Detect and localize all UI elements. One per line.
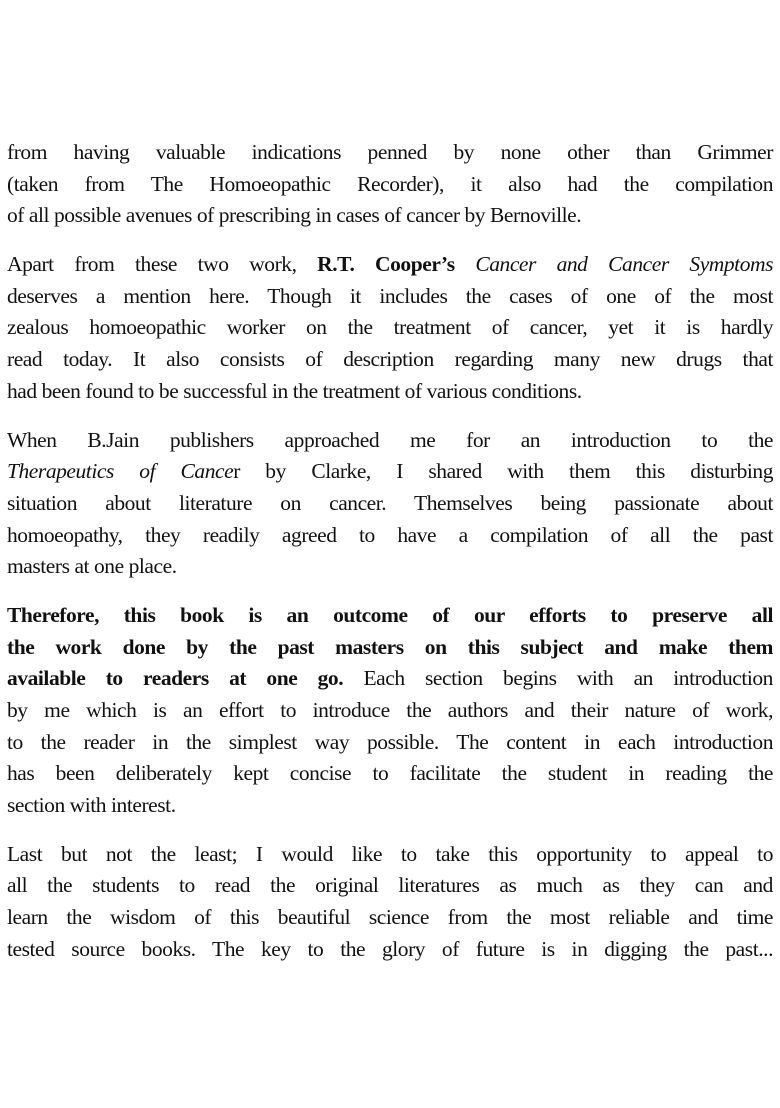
- paragraph-bjain: [7, 425, 773, 583]
- text-line: [7, 632, 773, 664]
- text-span: Apart from these two work,: [7, 252, 318, 277]
- text-line: [7, 663, 773, 695]
- text-line: [7, 456, 773, 488]
- text-line: When B.Jain publishers approached me for an introduction to the: [7, 427, 773, 452]
- text-line: of all possible avenues of prescribing in cases of cancer by Bernoville.: [7, 203, 582, 228]
- document-page: [7, 137, 773, 983]
- text-line: situation about literature on cancer. Themselves being passionate about: [7, 490, 773, 515]
- bold-text: available to readers at one go.: [7, 666, 344, 691]
- text-line: had been found to be successful in the treatment of various conditions.: [7, 378, 582, 403]
- text-line: homoeopathy, they readily agreed to have a compilation of all the past: [7, 522, 773, 547]
- text-line: has been deliberately kept concise to facilitate the student in reading the: [7, 761, 773, 786]
- book-title: Therapeutics of Cance: [7, 459, 234, 484]
- paragraph-closing: [7, 839, 773, 966]
- text-line: Last but not the least; I would like to take this opportunity to appeal to: [7, 841, 773, 866]
- text-line: from having valuable indications penned by none other than Grimmer: [7, 140, 773, 164]
- text-line: (taken from The Homoeopathic Recorder), it also had the compilation: [7, 171, 773, 196]
- paragraph-cooper: [7, 249, 773, 407]
- text-line: [7, 249, 773, 281]
- text-line: read today. It also consists of description regarding many new drugs that: [7, 347, 773, 372]
- author-name: R.T. Cooper’s: [317, 252, 455, 277]
- paragraph-grimmer: [7, 137, 773, 232]
- bold-text: the work done by the past masters on this subject and make them: [7, 634, 773, 659]
- text-line: tested source books. The key to the glory of future is in digging the past...: [7, 936, 773, 961]
- text-line: by me which is an effort to introduce the authors and their nature of work,: [7, 698, 773, 722]
- text-line: learn the wisdom of this beautiful science from the most reliable and time: [7, 905, 773, 930]
- text-line: all the students to read the original literatures as much as they can and: [7, 873, 773, 898]
- text-line: masters at one place.: [7, 554, 177, 579]
- text-span: r by Clarke, I shared with them this disturbing: [233, 459, 773, 484]
- book-title: Cancer and Cancer Symptoms: [454, 252, 773, 277]
- bold-text: Therefore, this book is an outcome of our efforts to preserve all: [7, 602, 773, 627]
- text-line: [7, 600, 773, 632]
- paragraph-outcome: [7, 600, 773, 822]
- text-line: section with interest.: [7, 793, 176, 818]
- text-span: Each section begins with an introduction: [343, 666, 773, 691]
- text-line: to the reader in the simplest way possible. The content in each introduction: [7, 729, 773, 754]
- text-line: zealous homoeopathic worker on the treatment of cancer, yet it is hardly: [7, 315, 773, 340]
- text-line: deserves a mention here. Though it includes the cases of one of the most: [7, 283, 773, 308]
